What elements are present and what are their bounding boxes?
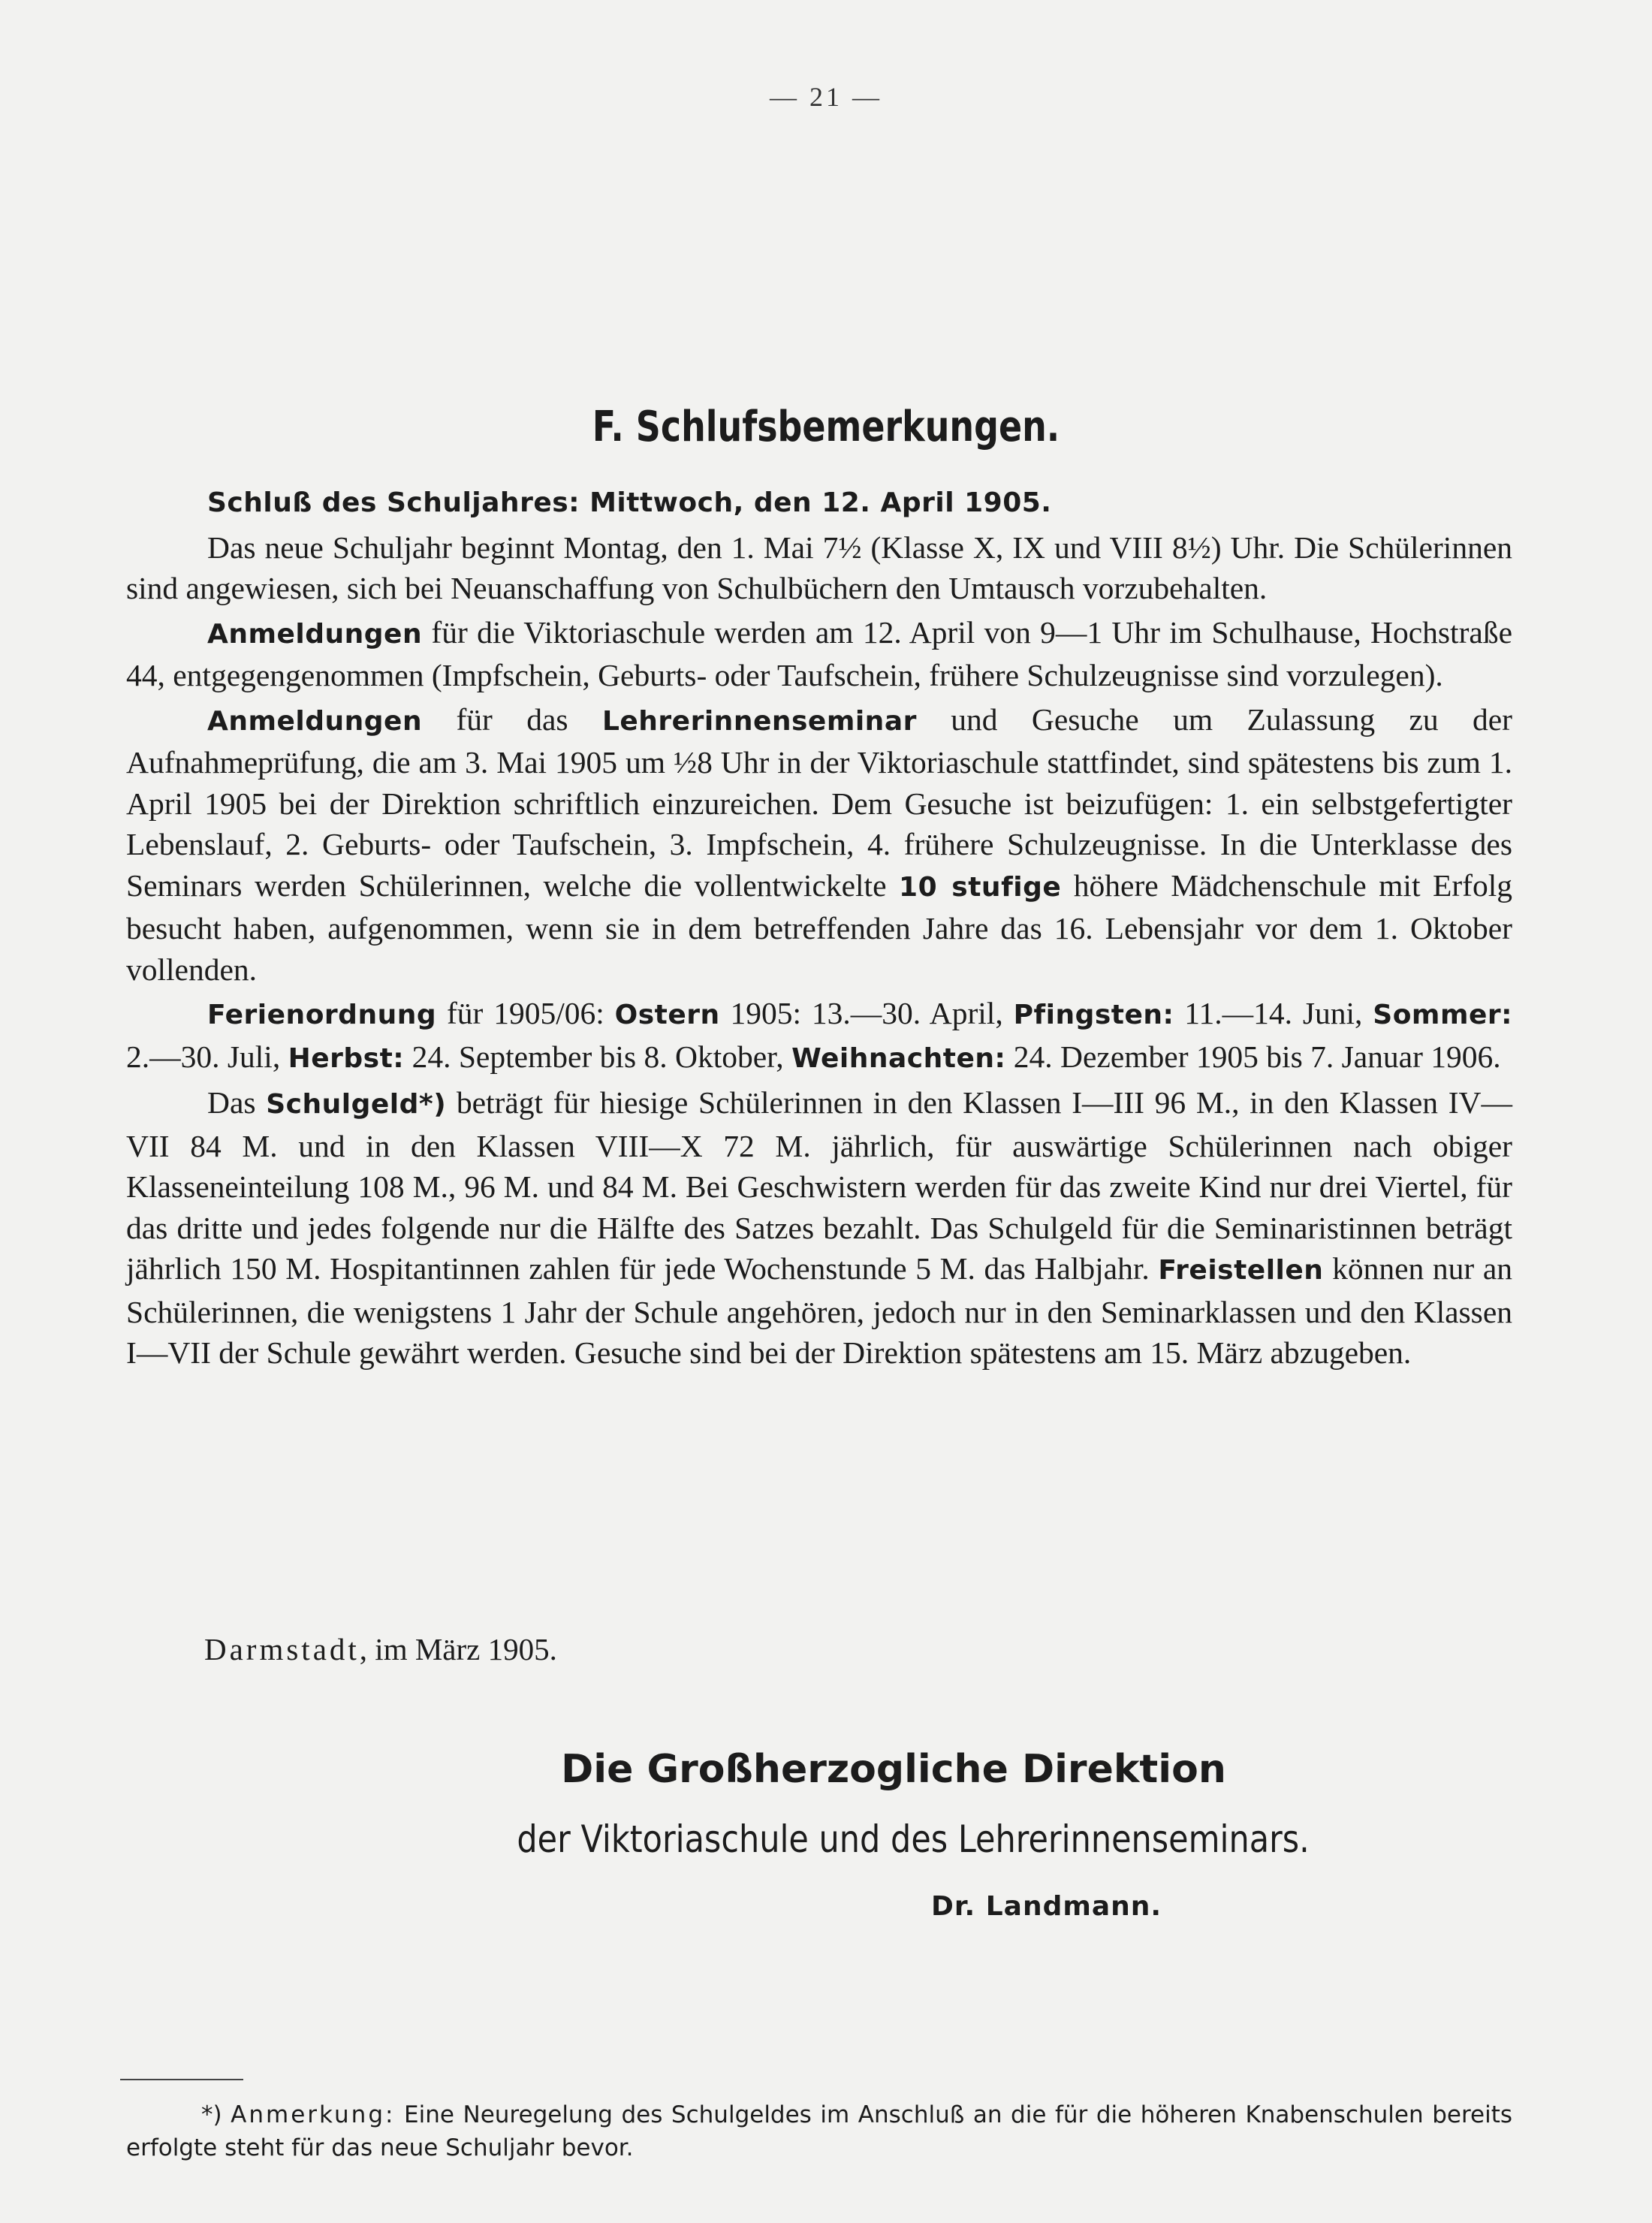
footnote bbox=[126, 2098, 1512, 2164]
holidays-text-3: 11.—14. Juni, bbox=[1174, 996, 1373, 1030]
pentecost-label: Pfingsten: bbox=[1013, 1000, 1174, 1030]
seminar-text-1: für das bbox=[422, 701, 602, 737]
holidays-text-1: für 1905/06: bbox=[436, 996, 615, 1030]
page-number: — 21 — bbox=[770, 82, 882, 112]
ten-grade-label: 10 stufige bbox=[899, 871, 1062, 903]
footnote-text: Eine Neuregelung des Schulgeldes im Anschluß an die für die höheren Knabenschulen bereits erfolgte steht für das neue Schuljahr bevor. bbox=[126, 2101, 1513, 2161]
signature-directorate: Die Großherzogliche Direktion bbox=[561, 1747, 1226, 1792]
paragraph-holidays bbox=[126, 993, 1512, 1079]
christmas-label: Weihnachten: bbox=[791, 1042, 1006, 1074]
place: Darmstadt bbox=[204, 1632, 360, 1666]
school-year-end-heading: Schluß des Schuljahres: Mittwoch, den 12. April 1905. bbox=[207, 487, 1052, 518]
free-places-label: Freistellen bbox=[1158, 1255, 1324, 1286]
place-date bbox=[204, 1631, 557, 1667]
holidays-text-5: 24. September bis 8. Oktober, bbox=[404, 1039, 792, 1074]
seminar-text-3: höhere Mädchenschule mit Erfolg besucht haben, aufgenommen, wenn sie in dem betreffenden Jahre das 16. Lebensjahr vor dem 1. Oktober vollenden. bbox=[126, 867, 1513, 987]
easter-label: Ostern bbox=[614, 1000, 720, 1030]
section-title: F. Schlufsbemerkungen. bbox=[592, 403, 1060, 451]
summer-label: Sommer: bbox=[1373, 1000, 1513, 1030]
footnote-mark: *) bbox=[201, 2101, 231, 2128]
holidays-label: Ferienordnung bbox=[207, 1000, 437, 1030]
signature-institution: der Viktoriaschule und des Lehrerinnenseminars. bbox=[517, 1817, 1310, 1861]
paragraph-registration-school bbox=[126, 612, 1512, 696]
footnote-divider bbox=[120, 2079, 243, 2080]
holidays-text-6: 24. Dezember 1905 bis 7. Januar 1906. bbox=[1005, 1039, 1501, 1074]
signature-name: Dr. Landmann. bbox=[931, 1891, 1162, 1922]
registration-label: Anmeldungen bbox=[207, 618, 423, 650]
autumn-label: Herbst: bbox=[288, 1042, 405, 1074]
tuition-text-3: können nur an Schülerinnen, die wenigstens 1 Jahr der Schule angehören, jedoch nur in den Seminarklassen und den Klassen I—VII der Schule gewährt werden. Gesuche sind bei der Direktion spätestens am 15. März abzugeben. bbox=[126, 1251, 1512, 1370]
date: , im März 1905. bbox=[359, 1632, 557, 1666]
paragraph-registration-seminar bbox=[126, 699, 1512, 991]
holidays-text-2: 1905: 13.—30. April, bbox=[719, 996, 1014, 1030]
paragraph-school-year-end bbox=[126, 481, 1512, 524]
paragraph-tuition bbox=[126, 1082, 1512, 1374]
seminar-text-2: und Gesuche um Zulassung zu der Aufnahmeprüfung, die am 3. Mai 1905 um ½8 Uhr in der Viktoriaschule stattfindet, sind spätestens bis zum 1. April 1905 bei der Direktion schriftlich einzureichen. Dem Gesuche ist beizufügen: 1. ein selbstgefertigter Lebenslauf, 2. Geburts- oder Taufschein, 3. Impfschein, 4. frühere Schulzeugnisse. In die Unterklasse des Seminars werden Schülerinnen, welche die vollentwickelte bbox=[126, 701, 1512, 903]
seminar-registration-label: Anmeldungen bbox=[207, 705, 423, 737]
holidays-text-4: 2.—30. Juli, bbox=[126, 1039, 288, 1074]
seminar-label: Lehrerinnenseminar bbox=[601, 705, 917, 737]
tuition-text-1: Das bbox=[207, 1085, 267, 1120]
paragraph-new-school-year: Das neue Schuljahr beginnt Montag, den 1. Mai 7½ (Klasse X, IX und VIII 8½) Uhr. Die Schülerinnen sind angewiesen, sich bei Neuanschaffung von Schulbüchern den Umtausch vorzubehalten. bbox=[126, 529, 1512, 605]
footnote-label: Anmerkung: bbox=[231, 2101, 396, 2128]
tuition-text-2: beträgt für hiesige Schülerinnen in den Klassen I—III 96 M., in den Klassen IV—VII 84 M. und in den Klassen VIII—X 72 M. jährlich, für auswärtige Schülerinnen nach obiger Klasseneinteilung 108 M., 96 M. und 84 M. Bei Geschwistern werden für das zweite Kind nur drei Viertel, für das dritte und jedes folgende nur die Hälfte des Satzes bezahlt. Das Schulgeld für die Seminaristinnen beträgt jährlich 150 M. Hospitantinnen zahlen für jede Wochenstunde 5 M. das Halbjahr. bbox=[126, 1085, 1513, 1286]
registration-text: für die Viktoriaschule werden am 12. April von 9—1 Uhr im Schulhause, Hochstraße 44, entgegengenommen (Impfschein, Geburts- oder Taufschein, frühere Schulzeugnisse sind vorzulegen). bbox=[126, 614, 1512, 692]
body-text bbox=[126, 481, 1512, 1374]
tuition-label: Schulgeld*) bbox=[266, 1089, 447, 1120]
